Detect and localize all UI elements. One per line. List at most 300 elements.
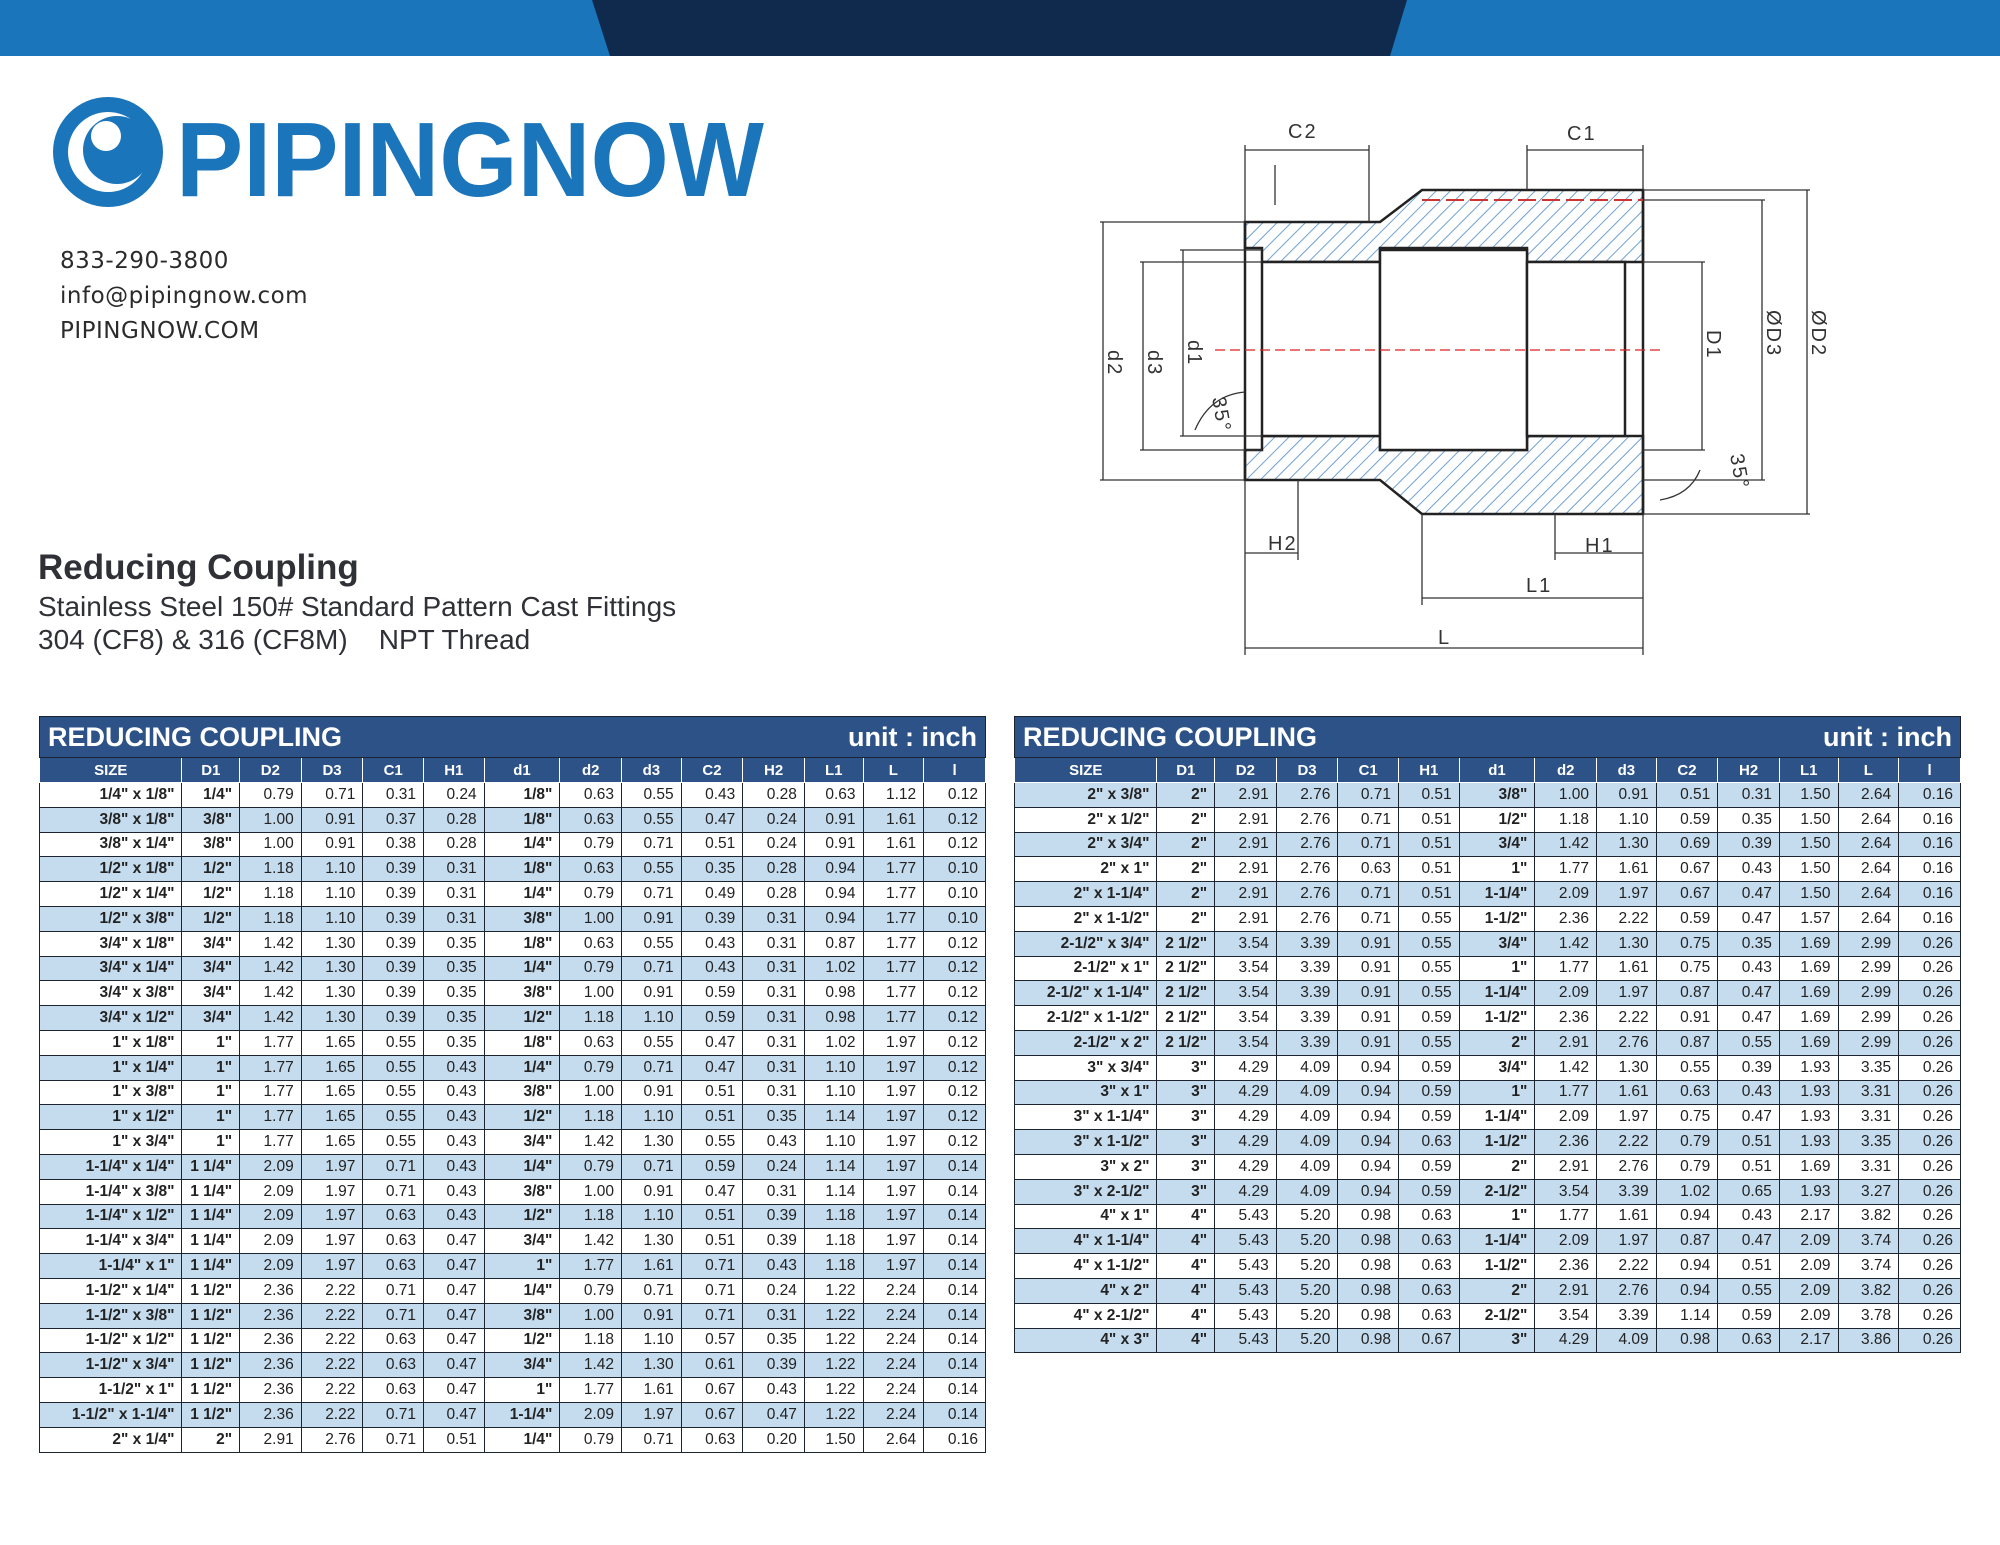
table-cell: 0.12 xyxy=(924,1130,986,1155)
table-cell: 0.12 xyxy=(924,783,986,808)
table-cell: 1.97 xyxy=(863,1030,924,1055)
table-cell: 1.10 xyxy=(301,857,363,882)
table-cell: 0.79 xyxy=(1656,1154,1718,1179)
table-cell: 0.14 xyxy=(924,1254,986,1279)
table-cell: 3" xyxy=(1157,1179,1215,1204)
table-cell: 2.22 xyxy=(1597,906,1657,931)
table-cell: 0.63 xyxy=(804,783,863,808)
table-cell: 0.91 xyxy=(1338,931,1399,956)
table-cell: 1.97 xyxy=(301,1254,363,1279)
table-cell: 2.09 xyxy=(1779,1254,1838,1279)
table-cell: 0.59 xyxy=(1398,1179,1459,1204)
table-row xyxy=(40,1378,986,1403)
table-cell: 0.65 xyxy=(1718,1179,1780,1204)
table-cell: 0.98 xyxy=(804,981,863,1006)
table-cell: 0.98 xyxy=(1338,1229,1399,1254)
column-header: d1 xyxy=(484,758,560,783)
size-cell: 3/8" x 1/4" xyxy=(40,832,182,857)
table-cell: 1.00 xyxy=(240,832,302,857)
table-cell: 3.27 xyxy=(1838,1179,1899,1204)
table-cell: 0.75 xyxy=(1656,931,1718,956)
size-cell: 1-1/4" x 1" xyxy=(40,1254,182,1279)
table-cell: 1.61 xyxy=(1597,956,1657,981)
table-row xyxy=(40,906,986,931)
table-cell: 1.97 xyxy=(863,1080,924,1105)
table-cell: 1/2" xyxy=(182,906,240,931)
table-cell: 0.63 xyxy=(1398,1130,1459,1155)
table-cell: 0.55 xyxy=(1718,1278,1780,1303)
table-header-row xyxy=(40,758,986,783)
size-cell: 1" x 3/4" xyxy=(40,1130,182,1155)
table-cell: 0.67 xyxy=(1656,882,1718,907)
table-cell: 0.59 xyxy=(681,981,743,1006)
table-cell: 0.71 xyxy=(301,783,363,808)
table-unit: unit : inch xyxy=(1823,721,1952,752)
table-cell: 2.24 xyxy=(863,1378,924,1403)
column-header: d3 xyxy=(622,758,682,783)
table-cell: 1" xyxy=(1459,1204,1535,1229)
size-cell: 1" x 1/4" xyxy=(40,1055,182,1080)
table-cell: 1.30 xyxy=(622,1130,682,1155)
table-cell: 0.98 xyxy=(1338,1254,1399,1279)
table-cell: 0.12 xyxy=(924,956,986,981)
table-cell: 0.49 xyxy=(681,882,743,907)
table-cell: 1.10 xyxy=(622,1328,682,1353)
table-row xyxy=(1015,1030,1961,1055)
table-cell: 0.67 xyxy=(681,1402,743,1427)
size-cell: 2" x 1-1/4" xyxy=(1015,882,1157,907)
table-cell: 1.77 xyxy=(240,1030,302,1055)
table-cell: 0.94 xyxy=(1656,1278,1718,1303)
table-cell: 0.94 xyxy=(1656,1204,1718,1229)
table-cell: 0.63 xyxy=(1398,1204,1459,1229)
table-cell: 0.31 xyxy=(743,1303,805,1328)
table-cell: 1 1/4" xyxy=(182,1154,240,1179)
table-cell: 0.31 xyxy=(743,1006,805,1031)
table-cell: 2" xyxy=(1459,1154,1535,1179)
size-cell: 1-1/4" x 1/4" xyxy=(40,1154,182,1179)
column-header: L1 xyxy=(1779,758,1838,783)
table-cell: 2" xyxy=(1157,807,1215,832)
table-cell: 1.65 xyxy=(301,1105,363,1130)
table-cell: 0.79 xyxy=(560,1154,622,1179)
table-cell: 1/8" xyxy=(484,807,560,832)
dim-label-d3: d3 xyxy=(1143,350,1165,377)
table-cell: 0.10 xyxy=(924,882,986,907)
table-cell: 2.64 xyxy=(1838,857,1899,882)
size-cell: 4" x 2" xyxy=(1015,1278,1157,1303)
phone-number[interactable]: 833-290-3800 xyxy=(60,248,229,274)
table-cell: 1.93 xyxy=(1779,1179,1838,1204)
table-cell: 0.47 xyxy=(423,1378,484,1403)
table-cell: 0.59 xyxy=(1398,1105,1459,1130)
table-row xyxy=(1015,1303,1961,1328)
table-cell: 0.79 xyxy=(560,1278,622,1303)
table-cell: 1/4" xyxy=(182,783,240,808)
table-cell: 1.42 xyxy=(1535,931,1597,956)
table-cell: 0.26 xyxy=(1899,981,1961,1006)
table-cell: 1-1/2" xyxy=(1459,1130,1535,1155)
table-cell: 1.77 xyxy=(240,1055,302,1080)
column-header: d3 xyxy=(1597,758,1657,783)
table-cell: 1.77 xyxy=(863,906,924,931)
table-cell: 0.63 xyxy=(560,857,622,882)
table-cell: 1.69 xyxy=(1779,1006,1838,1031)
table-cell: 0.12 xyxy=(924,981,986,1006)
table-cell: 2.64 xyxy=(1838,832,1899,857)
table-row xyxy=(1015,1154,1961,1179)
table-cell: 0.14 xyxy=(924,1278,986,1303)
table-cell: 1.42 xyxy=(560,1229,622,1254)
table-row xyxy=(1015,956,1961,981)
table-cell: 0.55 xyxy=(1398,981,1459,1006)
table-cell: 1.50 xyxy=(1779,857,1838,882)
table-cell: 2.91 xyxy=(1215,783,1277,808)
table-cell: 1 1/2" xyxy=(182,1353,240,1378)
table-cell: 0.43 xyxy=(423,1154,484,1179)
table-cell: 0.87 xyxy=(804,931,863,956)
table-cell: 3.74 xyxy=(1838,1254,1899,1279)
table-cell: 0.59 xyxy=(1398,1080,1459,1105)
table-cell: 0.63 xyxy=(1338,857,1399,882)
table-cell: 0.14 xyxy=(924,1179,986,1204)
table-cell: 1.14 xyxy=(804,1154,863,1179)
table-cell: 1.77 xyxy=(1535,857,1597,882)
table-cell: 5.43 xyxy=(1215,1328,1277,1353)
table-cell: 0.39 xyxy=(681,906,743,931)
table-cell: 0.71 xyxy=(681,1254,743,1279)
table-cell: 4.09 xyxy=(1276,1080,1338,1105)
column-header: C1 xyxy=(1338,758,1399,783)
table-cell: 5.20 xyxy=(1276,1328,1338,1353)
table-cell: 0.43 xyxy=(681,783,743,808)
table-cell: 2.24 xyxy=(863,1328,924,1353)
table-cell: 5.43 xyxy=(1215,1229,1277,1254)
table-cell: 2-1/2" xyxy=(1459,1303,1535,1328)
table-cell: 1.42 xyxy=(560,1130,622,1155)
table-cell: 2.17 xyxy=(1779,1204,1838,1229)
table-cell: 0.26 xyxy=(1899,931,1961,956)
table-cell: 0.63 xyxy=(560,1030,622,1055)
table-cell: 2 1/2" xyxy=(1157,981,1215,1006)
table-cell: 0.71 xyxy=(363,1303,424,1328)
table-cell: 2.91 xyxy=(1215,857,1277,882)
table-cell: 3/4" xyxy=(182,981,240,1006)
table-cell: 1" xyxy=(182,1030,240,1055)
table-cell: 3.35 xyxy=(1838,1130,1899,1155)
dim-label-c1: C1 xyxy=(1567,123,1597,145)
table-row xyxy=(40,1427,986,1452)
table-cell: 1.65 xyxy=(301,1130,363,1155)
table-cell: 0.26 xyxy=(1899,1055,1961,1080)
table-cell: 0.55 xyxy=(363,1130,424,1155)
table-cell: 4" xyxy=(1157,1229,1215,1254)
table-cell: 1.18 xyxy=(240,882,302,907)
table-cell: 1.69 xyxy=(1779,1154,1838,1179)
table-cell: 0.51 xyxy=(681,1080,743,1105)
table-cell: 1 1/2" xyxy=(182,1402,240,1427)
table-cell: 0.71 xyxy=(1338,906,1399,931)
size-cell: 3" x 1-1/4" xyxy=(1015,1105,1157,1130)
table-cell: 1-1/2" xyxy=(1459,906,1535,931)
table-cell: 0.47 xyxy=(423,1278,484,1303)
table-cell: 1/8" xyxy=(484,931,560,956)
dim-label-h2: H2 xyxy=(1268,533,1298,555)
table-cell: 4.29 xyxy=(1215,1055,1277,1080)
table-cell: 3.39 xyxy=(1276,1006,1338,1031)
table-cell: 0.94 xyxy=(1338,1154,1399,1179)
table-cell: 0.91 xyxy=(622,1303,682,1328)
table-cell: 3.31 xyxy=(1838,1105,1899,1130)
table-cell: 0.55 xyxy=(363,1080,424,1105)
size-cell: 1/4" x 1/8" xyxy=(40,783,182,808)
table-cell: 0.47 xyxy=(423,1229,484,1254)
table-cell: 0.43 xyxy=(423,1179,484,1204)
table-cell: 0.91 xyxy=(1338,1006,1399,1031)
table-cell: 5.20 xyxy=(1276,1204,1338,1229)
table-cell: 1.61 xyxy=(863,832,924,857)
table-cell: 3.31 xyxy=(1838,1154,1899,1179)
table-cell: 0.47 xyxy=(681,1055,743,1080)
table-cell: 0.12 xyxy=(924,1030,986,1055)
table-cell: 0.71 xyxy=(363,1154,424,1179)
size-cell: 2-1/2" x 3/4" xyxy=(1015,931,1157,956)
table-cell: 1.77 xyxy=(240,1105,302,1130)
angle-label-right: 35° xyxy=(1725,452,1754,492)
table-row xyxy=(1015,906,1961,931)
table-cell: 0.55 xyxy=(681,1130,743,1155)
table-cell: 2" xyxy=(182,1427,240,1452)
table-cell: 0.35 xyxy=(743,1105,805,1130)
dim-label-h1: H1 xyxy=(1585,535,1615,557)
table-cell: 1/4" xyxy=(484,882,560,907)
table-cell: 0.51 xyxy=(1718,1254,1780,1279)
table-cell: 0.55 xyxy=(622,931,682,956)
table-cell: 0.43 xyxy=(423,1204,484,1229)
table-row xyxy=(40,1006,986,1031)
table-cell: 0.47 xyxy=(423,1254,484,1279)
table-cell: 3/8" xyxy=(182,807,240,832)
table-cell: 2.76 xyxy=(1597,1278,1657,1303)
table-cell: 2.24 xyxy=(863,1303,924,1328)
table-cell: 0.91 xyxy=(1338,1030,1399,1055)
size-cell: 1-1/2" x 3/4" xyxy=(40,1353,182,1378)
table-cell: 0.43 xyxy=(681,931,743,956)
table-cell: 2.24 xyxy=(863,1353,924,1378)
table-row xyxy=(40,1055,986,1080)
table-cell: 0.43 xyxy=(423,1055,484,1080)
table-cell: 0.35 xyxy=(1718,807,1780,832)
table-cell: 0.24 xyxy=(423,783,484,808)
table-cell: 1.50 xyxy=(1779,832,1838,857)
table-cell: 0.59 xyxy=(681,1154,743,1179)
table-cell: 1.00 xyxy=(560,1303,622,1328)
table-cell: 0.39 xyxy=(743,1204,805,1229)
table-cell: 2.99 xyxy=(1838,981,1899,1006)
table-cell: 1.00 xyxy=(240,807,302,832)
table-cell: 1" xyxy=(484,1378,560,1403)
size-cell: 1-1/2" x 1/2" xyxy=(40,1328,182,1353)
table-cell: 1.97 xyxy=(622,1402,682,1427)
table-row xyxy=(40,1254,986,1279)
table-cell: 1.22 xyxy=(804,1278,863,1303)
table-cell: 0.28 xyxy=(743,857,805,882)
table-cell: 3/8" xyxy=(484,906,560,931)
table-cell: 1.30 xyxy=(301,931,363,956)
table-cell: 1/4" xyxy=(484,1055,560,1080)
table-cell: 2.36 xyxy=(1535,906,1597,931)
table-cell: 2.36 xyxy=(240,1328,302,1353)
table-cell: 1/4" xyxy=(484,832,560,857)
table-cell: 0.91 xyxy=(301,832,363,857)
table-cell: 2.09 xyxy=(240,1179,302,1204)
table-cell: 0.51 xyxy=(681,1229,743,1254)
table-cell: 0.31 xyxy=(1718,783,1780,808)
table-cell: 5.20 xyxy=(1276,1254,1338,1279)
table-cell: 0.55 xyxy=(1656,1055,1718,1080)
table-cell: 3.82 xyxy=(1838,1204,1899,1229)
table-cell: 3/4" xyxy=(182,931,240,956)
table-cell: 0.55 xyxy=(1718,1030,1780,1055)
coupling-drawing xyxy=(1085,112,1845,662)
table-cell: 0.35 xyxy=(423,956,484,981)
table-title: REDUCING COUPLING xyxy=(1023,721,1318,752)
table-cell: 3" xyxy=(1157,1154,1215,1179)
table-row xyxy=(40,1328,986,1353)
table-cell: 0.79 xyxy=(560,832,622,857)
table-cell: 1.77 xyxy=(560,1378,622,1403)
table-row xyxy=(1015,1105,1961,1130)
dim-label-d1: d1 xyxy=(1183,340,1205,367)
table-cell: 1.02 xyxy=(804,1030,863,1055)
table-cell: 0.91 xyxy=(622,1179,682,1204)
table-row xyxy=(40,1030,986,1055)
table-cell: 0.43 xyxy=(743,1130,805,1155)
column-header: L xyxy=(1838,758,1899,783)
table-cell: 0.43 xyxy=(1718,956,1780,981)
table-cell: 0.24 xyxy=(743,1154,805,1179)
size-cell: 4" x 3" xyxy=(1015,1328,1157,1353)
column-header: L xyxy=(863,758,924,783)
table-row xyxy=(1015,783,1961,808)
table-cell: 2.09 xyxy=(1535,1105,1597,1130)
table-cell: 2.91 xyxy=(1535,1154,1597,1179)
table-row xyxy=(40,857,986,882)
table-cell: 1.42 xyxy=(1535,832,1597,857)
table-cell: 0.14 xyxy=(924,1353,986,1378)
table-cell: 0.24 xyxy=(743,832,805,857)
table-cell: 0.35 xyxy=(681,857,743,882)
table-cell: 1.77 xyxy=(863,882,924,907)
table-cell: 0.16 xyxy=(1899,832,1961,857)
table-cell: 2.91 xyxy=(1215,807,1277,832)
table-cell: 0.43 xyxy=(423,1080,484,1105)
table-cell: 1.30 xyxy=(301,981,363,1006)
table-cell: 3.54 xyxy=(1215,1030,1277,1055)
table-cell: 0.12 xyxy=(924,807,986,832)
table-cell: 3.39 xyxy=(1276,931,1338,956)
size-cell: 3/4" x 1/4" xyxy=(40,956,182,981)
table-cell: 0.24 xyxy=(743,807,805,832)
table-cell: 1.93 xyxy=(1779,1055,1838,1080)
table-cell: 0.51 xyxy=(1718,1154,1780,1179)
table-cell: 2.91 xyxy=(1215,832,1277,857)
table-cell: 0.28 xyxy=(423,832,484,857)
table-cell: 1.50 xyxy=(1779,882,1838,907)
table-cell: 1/4" xyxy=(484,956,560,981)
table-cell: 2 1/2" xyxy=(1157,1030,1215,1055)
size-cell: 4" x 1-1/4" xyxy=(1015,1229,1157,1254)
table-cell: 0.26 xyxy=(1899,1328,1961,1353)
table-cell: 1.18 xyxy=(240,906,302,931)
table-cell: 0.47 xyxy=(1718,882,1780,907)
size-cell: 2-1/2" x 1-1/4" xyxy=(1015,981,1157,1006)
size-cell: 1-1/4" x 1/2" xyxy=(40,1204,182,1229)
table-row xyxy=(40,1179,986,1204)
table-row xyxy=(1015,1204,1961,1229)
angle-label-left: 35° xyxy=(1207,395,1236,435)
table-cell: 0.14 xyxy=(924,1328,986,1353)
table-cell: 0.51 xyxy=(681,1105,743,1130)
size-cell: 1-1/4" x 3/8" xyxy=(40,1179,182,1204)
table-cell: 3.82 xyxy=(1838,1278,1899,1303)
email-address[interactable]: info@pipingnow.com xyxy=(60,283,309,309)
table-cell: 1.02 xyxy=(804,956,863,981)
table-cell: 3/4" xyxy=(484,1130,560,1155)
table-cell: 1.97 xyxy=(1597,1105,1657,1130)
table-cell: 5.20 xyxy=(1276,1278,1338,1303)
table-cell: 3/8" xyxy=(484,981,560,1006)
table-cell: 1.42 xyxy=(560,1353,622,1378)
top-banner xyxy=(0,0,2000,56)
table-cell: 0.39 xyxy=(363,882,424,907)
table-cell: 1.18 xyxy=(804,1229,863,1254)
table-cell: 1.22 xyxy=(804,1402,863,1427)
table-cell: 0.55 xyxy=(363,1055,424,1080)
table-cell: 1.50 xyxy=(804,1427,863,1452)
table-cell: 0.43 xyxy=(423,1105,484,1130)
table-cell: 0.63 xyxy=(363,1353,424,1378)
table-cell: 2 1/2" xyxy=(1157,1006,1215,1031)
column-header: SIZE xyxy=(40,758,182,783)
table-cell: 0.16 xyxy=(1899,882,1961,907)
table-cell: 3.54 xyxy=(1535,1303,1597,1328)
table-cell: 0.71 xyxy=(363,1402,424,1427)
table-cell: 1.10 xyxy=(301,906,363,931)
table-cell: 3/4" xyxy=(182,956,240,981)
table-cell: 0.94 xyxy=(1338,1130,1399,1155)
table-cell: 2.22 xyxy=(301,1353,363,1378)
table-cell: 1.77 xyxy=(863,1006,924,1031)
website-link[interactable]: PIPINGNOW.COM xyxy=(60,318,260,344)
table-cell: 0.57 xyxy=(681,1328,743,1353)
table-cell: 0.91 xyxy=(804,807,863,832)
size-cell: 3" x 2-1/2" xyxy=(1015,1179,1157,1204)
size-cell: 1-1/2" x 1" xyxy=(40,1378,182,1403)
table-cell: 0.35 xyxy=(743,1328,805,1353)
table-cell: 4" xyxy=(1157,1278,1215,1303)
table-cell: 1 1/2" xyxy=(182,1378,240,1403)
table-cell: 0.55 xyxy=(1398,956,1459,981)
table-cell: 1.30 xyxy=(1597,1055,1657,1080)
table-cell: 1" xyxy=(484,1254,560,1279)
table-cell: 1.69 xyxy=(1779,981,1838,1006)
table-cell: 1.10 xyxy=(804,1080,863,1105)
table-cell: 0.47 xyxy=(423,1353,484,1378)
table-cell: 2.36 xyxy=(240,1278,302,1303)
table-cell: 0.37 xyxy=(363,807,424,832)
table-cell: 1.22 xyxy=(804,1303,863,1328)
